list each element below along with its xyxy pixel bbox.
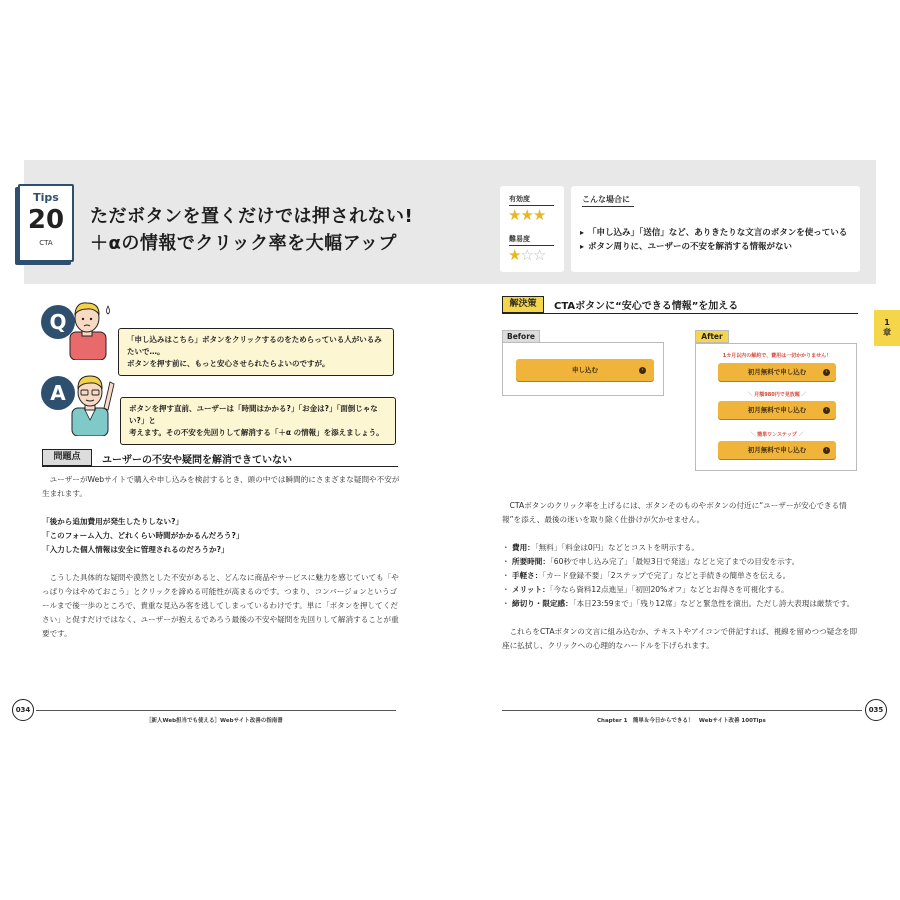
arrow-icon: › xyxy=(823,369,830,376)
right-footer-text: Chapter 1 簡単＆今日からできる！ Webサイト改善 100Tips xyxy=(597,718,766,724)
page-title xyxy=(90,203,413,257)
tips-category: CTA xyxy=(39,239,53,247)
arrow-icon: › xyxy=(823,407,830,414)
list-item: ・ 締切り・限定感：「本日23:59まで」「残り12席」などと緊急性を演出。ただし誇大表現は厳禁です。 xyxy=(502,597,862,611)
after-cta-label: 初月無料で申し込む xyxy=(747,446,807,454)
difficulty-label: 難易度 xyxy=(509,235,530,243)
effectiveness-stars xyxy=(508,206,545,224)
question-line-2: ボタンを押す前に、もっと安心させられたらよいのですが。 xyxy=(127,359,330,368)
problem-body xyxy=(42,473,400,641)
quote-item: 「後から追加費用が発生したりしない?」 xyxy=(42,517,184,526)
after-micro-3 xyxy=(696,431,858,438)
question-bubble xyxy=(118,328,394,376)
tips-card xyxy=(18,184,74,262)
arrow-icon: › xyxy=(823,447,830,454)
problem-tag: 問題点 xyxy=(42,449,92,466)
slash-icon: ／ xyxy=(796,432,804,438)
solution-heading xyxy=(502,296,858,314)
case-box xyxy=(571,186,860,272)
advisor-person-icon xyxy=(64,370,120,436)
after-cta-button xyxy=(718,363,836,381)
difficulty-stars xyxy=(508,246,545,264)
before-example xyxy=(502,342,664,396)
case-item: ▸ ボタン周りに、ユーザーの不安を解消する情報がない xyxy=(580,240,847,254)
before-label: Before xyxy=(502,330,540,343)
arrow-icon: › xyxy=(639,367,646,374)
left-footer-text: ［新人Web担当でも使える］Webサイト改善の指南書 xyxy=(146,718,283,724)
answer-icon: A xyxy=(41,376,75,410)
star-empty-icon: ☆ xyxy=(532,246,546,264)
title-line-1: ただボタンを置くだけでは押されない! xyxy=(90,206,414,227)
solution-tag: 解決策 xyxy=(502,296,544,313)
divider xyxy=(582,206,634,207)
chapter-number: 1 xyxy=(884,318,890,327)
list-item: ・ 費用：「無料」「料金は0円」などとコストを明示する。 xyxy=(502,541,862,555)
star-empty-icon: ☆ xyxy=(520,246,533,264)
right-page-number: 035 xyxy=(865,699,887,721)
problem-title: ユーザーの不安や疑問を解消できていない xyxy=(102,455,292,466)
after-cta-button xyxy=(718,441,836,459)
quote-item: 「このフォーム入力、どれくらい時間がかかるんだろう?」 xyxy=(42,531,244,540)
chapter-tab xyxy=(874,310,900,346)
after-example xyxy=(695,343,857,471)
problem-paragraph-2: こうした具体的な疑問や漠然とした不安があると、どんなに商品やサービスに魅力を感じていても「やっぱり今はやめておこう」とクリックを諦める可能性が高まるのです。つまり、コンバージョンというゴールまで後一歩のところで、貴重な見込み客を逃してしまっているわけです。単に「ボタンを押してください」と促すだけではなく、ユーザーが抱えるであろう最後の不安や疑問を先回りして解消することが重要です。 xyxy=(42,573,399,638)
answer-line-2: 考えます。その不安を先回りして解消する「＋α の情報」を添えましょう。 xyxy=(129,428,384,437)
case-title: こんな場合に xyxy=(582,195,630,204)
rating-box xyxy=(500,186,564,272)
effectiveness-label: 有効度 xyxy=(509,195,530,203)
list-item: ・ メリット：「今なら資料12点進呈」「初回20%オフ」などとお得さを可視化する。 xyxy=(502,583,862,597)
chapter-label: 章 xyxy=(883,328,891,337)
tips-label: Tips xyxy=(33,191,59,204)
star-filled-icon: ★ xyxy=(508,246,521,264)
before-cta-label: 申し込む xyxy=(572,366,598,374)
slash-icon: ＼ xyxy=(750,432,758,438)
title-line-2: ＋αの情報でクリック率を大幅アップ xyxy=(90,233,397,254)
after-micro-1: 1カ月以内の解約で、費用は一切かかりません！ xyxy=(722,353,832,359)
list-item: ・ 手軽さ：「カード登録不要」「2ステップで完了」などと手続きの簡単さを伝える。 xyxy=(502,569,862,583)
after-micro-2 xyxy=(696,391,858,398)
footer-rule xyxy=(36,710,396,711)
answer-bubble xyxy=(120,397,396,445)
slash-icon: ＼ xyxy=(747,392,755,398)
solution-body xyxy=(502,499,862,653)
solution-paragraph-2: これらをCTAボタンの文言に組み込むか、テキストやアイコンで併記すれば、視線を留めつつ疑念を即座に払拭し、クリックへの心理的なハードルを下げられます。 xyxy=(502,627,858,650)
question-line-1: 「申し込みはこちら」ボタンをクリックするのをためらっている人がいるみたいで…。 xyxy=(127,335,382,356)
quote-item: 「入力した個人情報は安全に管理されるのだろうか?」 xyxy=(42,545,229,554)
answer-line-1: ボタンを押す直前、ユーザーは「時間はかかる?」「お金は?」「面倒じゃない?」と xyxy=(129,404,378,425)
after-cta-label: 初月無料で申し込む xyxy=(747,406,807,414)
problem-quotes xyxy=(42,515,400,557)
before-cta-button xyxy=(516,359,654,381)
after-cta-label: 初月無料で申し込む xyxy=(747,368,807,376)
case-list xyxy=(580,226,847,254)
problem-paragraph-1: ユーザーがWebサイトで購入や申し込みを検討するとき、頭の中では瞬間的にさまざまな疑問や不安が生まれます。 xyxy=(42,475,400,498)
worried-person-icon xyxy=(64,298,116,360)
star-filled-icon: ★ xyxy=(532,206,546,224)
after-micro-3-text: 簡単ワンステップ xyxy=(757,432,797,438)
after-cta-button xyxy=(718,401,836,419)
tips-number: 20 xyxy=(27,205,65,235)
solution-paragraph-1: CTAボタンのクリック率を上げるには、ボタンそのものやボタンの付近に“ユーザーが安心できる情報”を添え、最後の迷いを取り除く仕掛けが欠かせません。 xyxy=(502,501,847,524)
after-label: After xyxy=(695,330,729,343)
solution-title: CTAボタンに“安心できる情報”を加える xyxy=(554,301,739,312)
list-item: ・ 所要時間：「60秒で申し込み完了」「最短3日で発送」などと完了までの目安を示す。 xyxy=(502,555,862,569)
footer-rule xyxy=(502,710,862,711)
solution-list xyxy=(502,541,862,611)
slash-icon: ／ xyxy=(799,392,807,398)
problem-heading xyxy=(42,449,398,467)
case-item: ▸ 「申し込み」「送信」など、ありきたりな文言のボタンを使っている xyxy=(580,226,847,240)
star-filled-icon: ★ xyxy=(508,206,521,224)
question-icon: Q xyxy=(41,305,75,339)
star-filled-icon: ★ xyxy=(520,206,533,224)
left-page-number: 034 xyxy=(12,699,34,721)
after-micro-2-text: 月額980円で見放題 xyxy=(754,392,800,398)
